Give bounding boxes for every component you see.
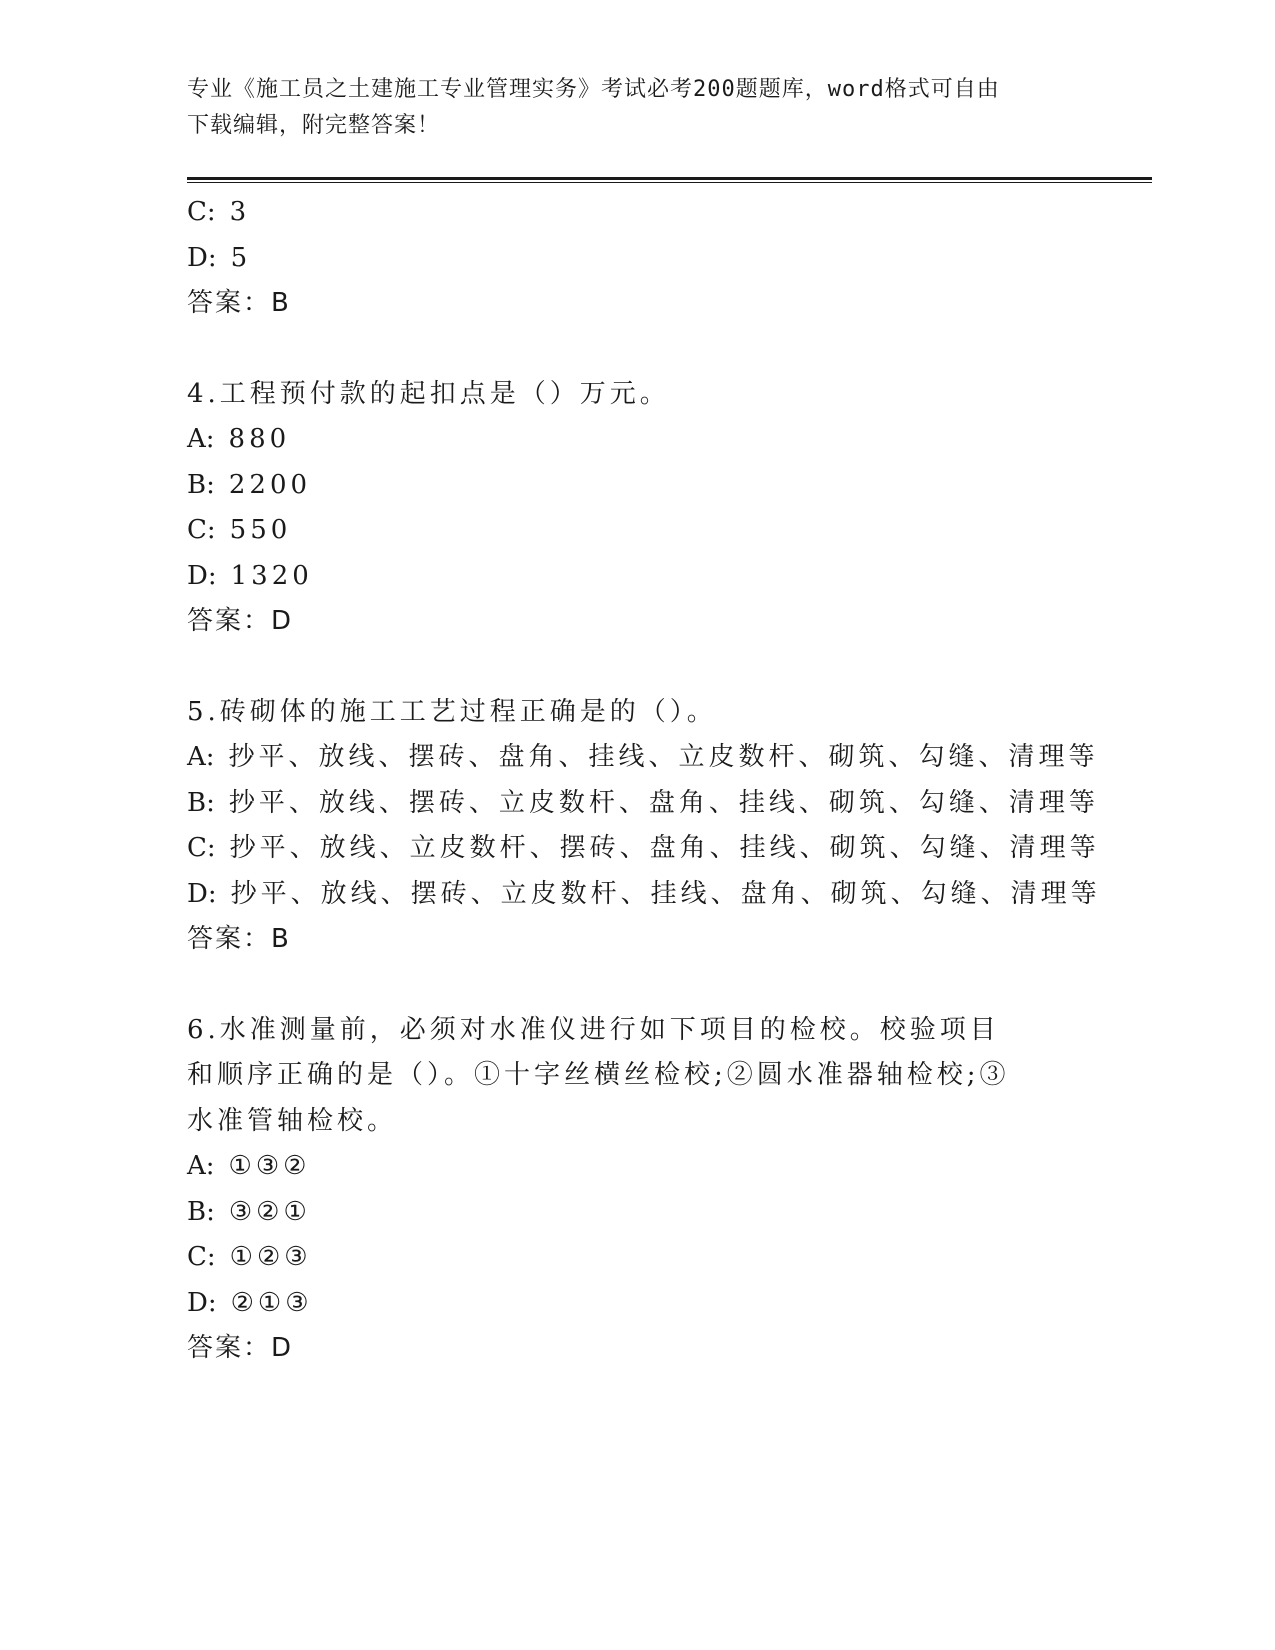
option-d: D: 1320 bbox=[187, 560, 313, 591]
answer-line: 答案：B bbox=[187, 288, 291, 318]
header-divider-thin bbox=[187, 182, 1152, 183]
answer-line: 答案：D bbox=[187, 1333, 294, 1363]
question-4 bbox=[187, 372, 1087, 645]
question-text: 6.水准测量前，必须对水准仪进行如下项目的检校。校验项目和顺序正确的是（）。①十字丝横丝检校;②圆水准器轴检校;③水准管轴检校。 bbox=[187, 1014, 1010, 1136]
header-line-1: 专业《施工员之土建施工专业管理实务》考试必考200题题库，word格式可自由 bbox=[187, 77, 1000, 102]
question-text: 4.工程预付款的起扣点是（）万元。 bbox=[187, 378, 670, 409]
question-3-continuation bbox=[187, 190, 1087, 327]
option-b: B: ③②① bbox=[187, 1196, 311, 1227]
answer-line: 答案：D bbox=[187, 606, 294, 636]
option-a: A: 880 bbox=[187, 424, 291, 454]
question-list bbox=[187, 190, 1101, 1372]
question-6 bbox=[187, 1008, 1087, 1372]
option-d: D: ②①③ bbox=[187, 1287, 313, 1318]
option-c: C: 550 bbox=[187, 515, 292, 545]
option-d: D: 5 bbox=[187, 242, 252, 273]
option-c: C: 抄平、放线、立皮数杆、摆砖、盘角、挂线、砌筑、勾缝、清理等 bbox=[187, 833, 1100, 863]
header-line-2: 下载编辑，附完整答案！ bbox=[187, 113, 441, 138]
question-text: 5.砖砌体的施工工艺过程正确是的（）。 bbox=[187, 696, 717, 727]
document-header bbox=[187, 72, 1067, 144]
option-c: C: ①②③ bbox=[187, 1242, 312, 1272]
option-c: C: 3 bbox=[187, 197, 251, 227]
option-a: A: ①③② bbox=[187, 1151, 311, 1181]
header-divider-thick bbox=[187, 177, 1152, 180]
option-d: D: 抄平、放线、摆砖、立皮数杆、挂线、盘角、砌筑、勾缝、清理等 bbox=[187, 878, 1101, 909]
question-5 bbox=[187, 690, 1101, 963]
option-a: A: 抄平、放线、摆砖、盘角、挂线、立皮数杆、砌筑、勾缝、清理等 bbox=[187, 742, 1099, 772]
option-b: B: 2200 bbox=[187, 469, 312, 500]
answer-line: 答案：B bbox=[187, 924, 291, 954]
option-b: B: 抄平、放线、摆砖、立皮数杆、盘角、挂线、砌筑、勾缝、清理等 bbox=[187, 787, 1099, 818]
